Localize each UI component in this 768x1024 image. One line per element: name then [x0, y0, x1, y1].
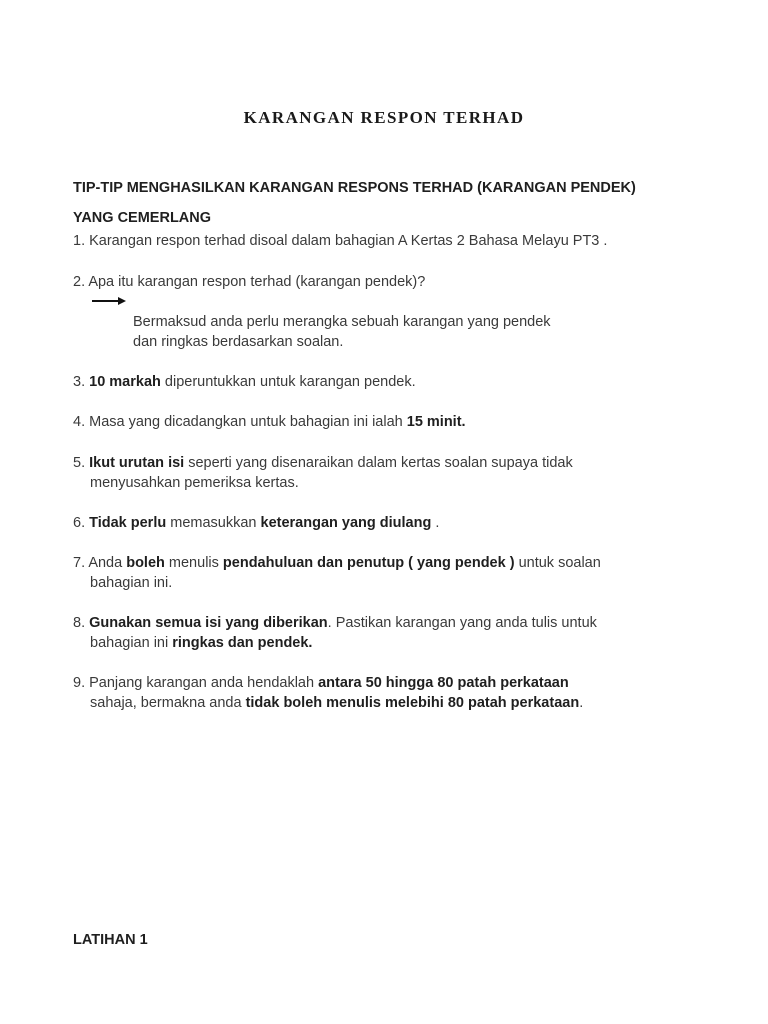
section-heading-line-2: YANG CEMERLANG	[73, 210, 212, 226]
tip-item-3: 3. 10 markah diperuntukkan untuk karangan pendek.	[73, 374, 416, 390]
tip-item-5: 5. Ikut urutan isi seperti yang disenaraikan dalam kertas soalan supaya tidak menyusahkan pemeriksa kertas.	[73, 455, 573, 491]
section-heading-line-1: TIP-TIP MENGHASILKAN KARANGAN RESPONS TERHAD (KARANGAN PENDEK)	[73, 180, 636, 196]
tip-item-9: 9. Panjang karangan anda hendaklah antara 50 hingga 80 patah perkataan sahaja, bermakna anda tidak boleh menulis melebihi 80 patah perkataan.	[73, 675, 584, 711]
tip-item-7: 7. Anda boleh menulis pendahuluan dan penutup ( yang pendek ) untuk soalan bahagian ini.	[73, 555, 601, 591]
tip-item-6: 6. Tidak perlu memasukkan keterangan yang diulang .	[73, 515, 440, 531]
tip-item-2-explanation: Bermaksud anda perlu merangka sebuah karangan yang pendek dan ringkas berdasarkan soalan.	[133, 314, 551, 350]
arrow-right-icon	[92, 295, 126, 307]
document-title: KARANGAN RESPON TERHAD	[243, 108, 525, 127]
tip-item-8: 8. Gunakan semua isi yang diberikan. Pastikan karangan yang anda tulis untuk bahagian ini ringkas dan pendek.	[73, 615, 597, 651]
tip-item-1: 1. Karangan respon terhad disoal dalam bahagian A Kertas 2 Bahasa Melayu PT3 .	[73, 233, 608, 249]
section-heading	[73, 173, 713, 233]
tip-item-4: 4. Masa yang dicadangkan untuk bahagian ini ialah 15 minit.	[73, 414, 466, 430]
exercise-heading: LATIHAN 1	[73, 932, 148, 948]
tip-item-2: 2. Apa itu karangan respon terhad (karangan pendek)?	[73, 274, 426, 290]
